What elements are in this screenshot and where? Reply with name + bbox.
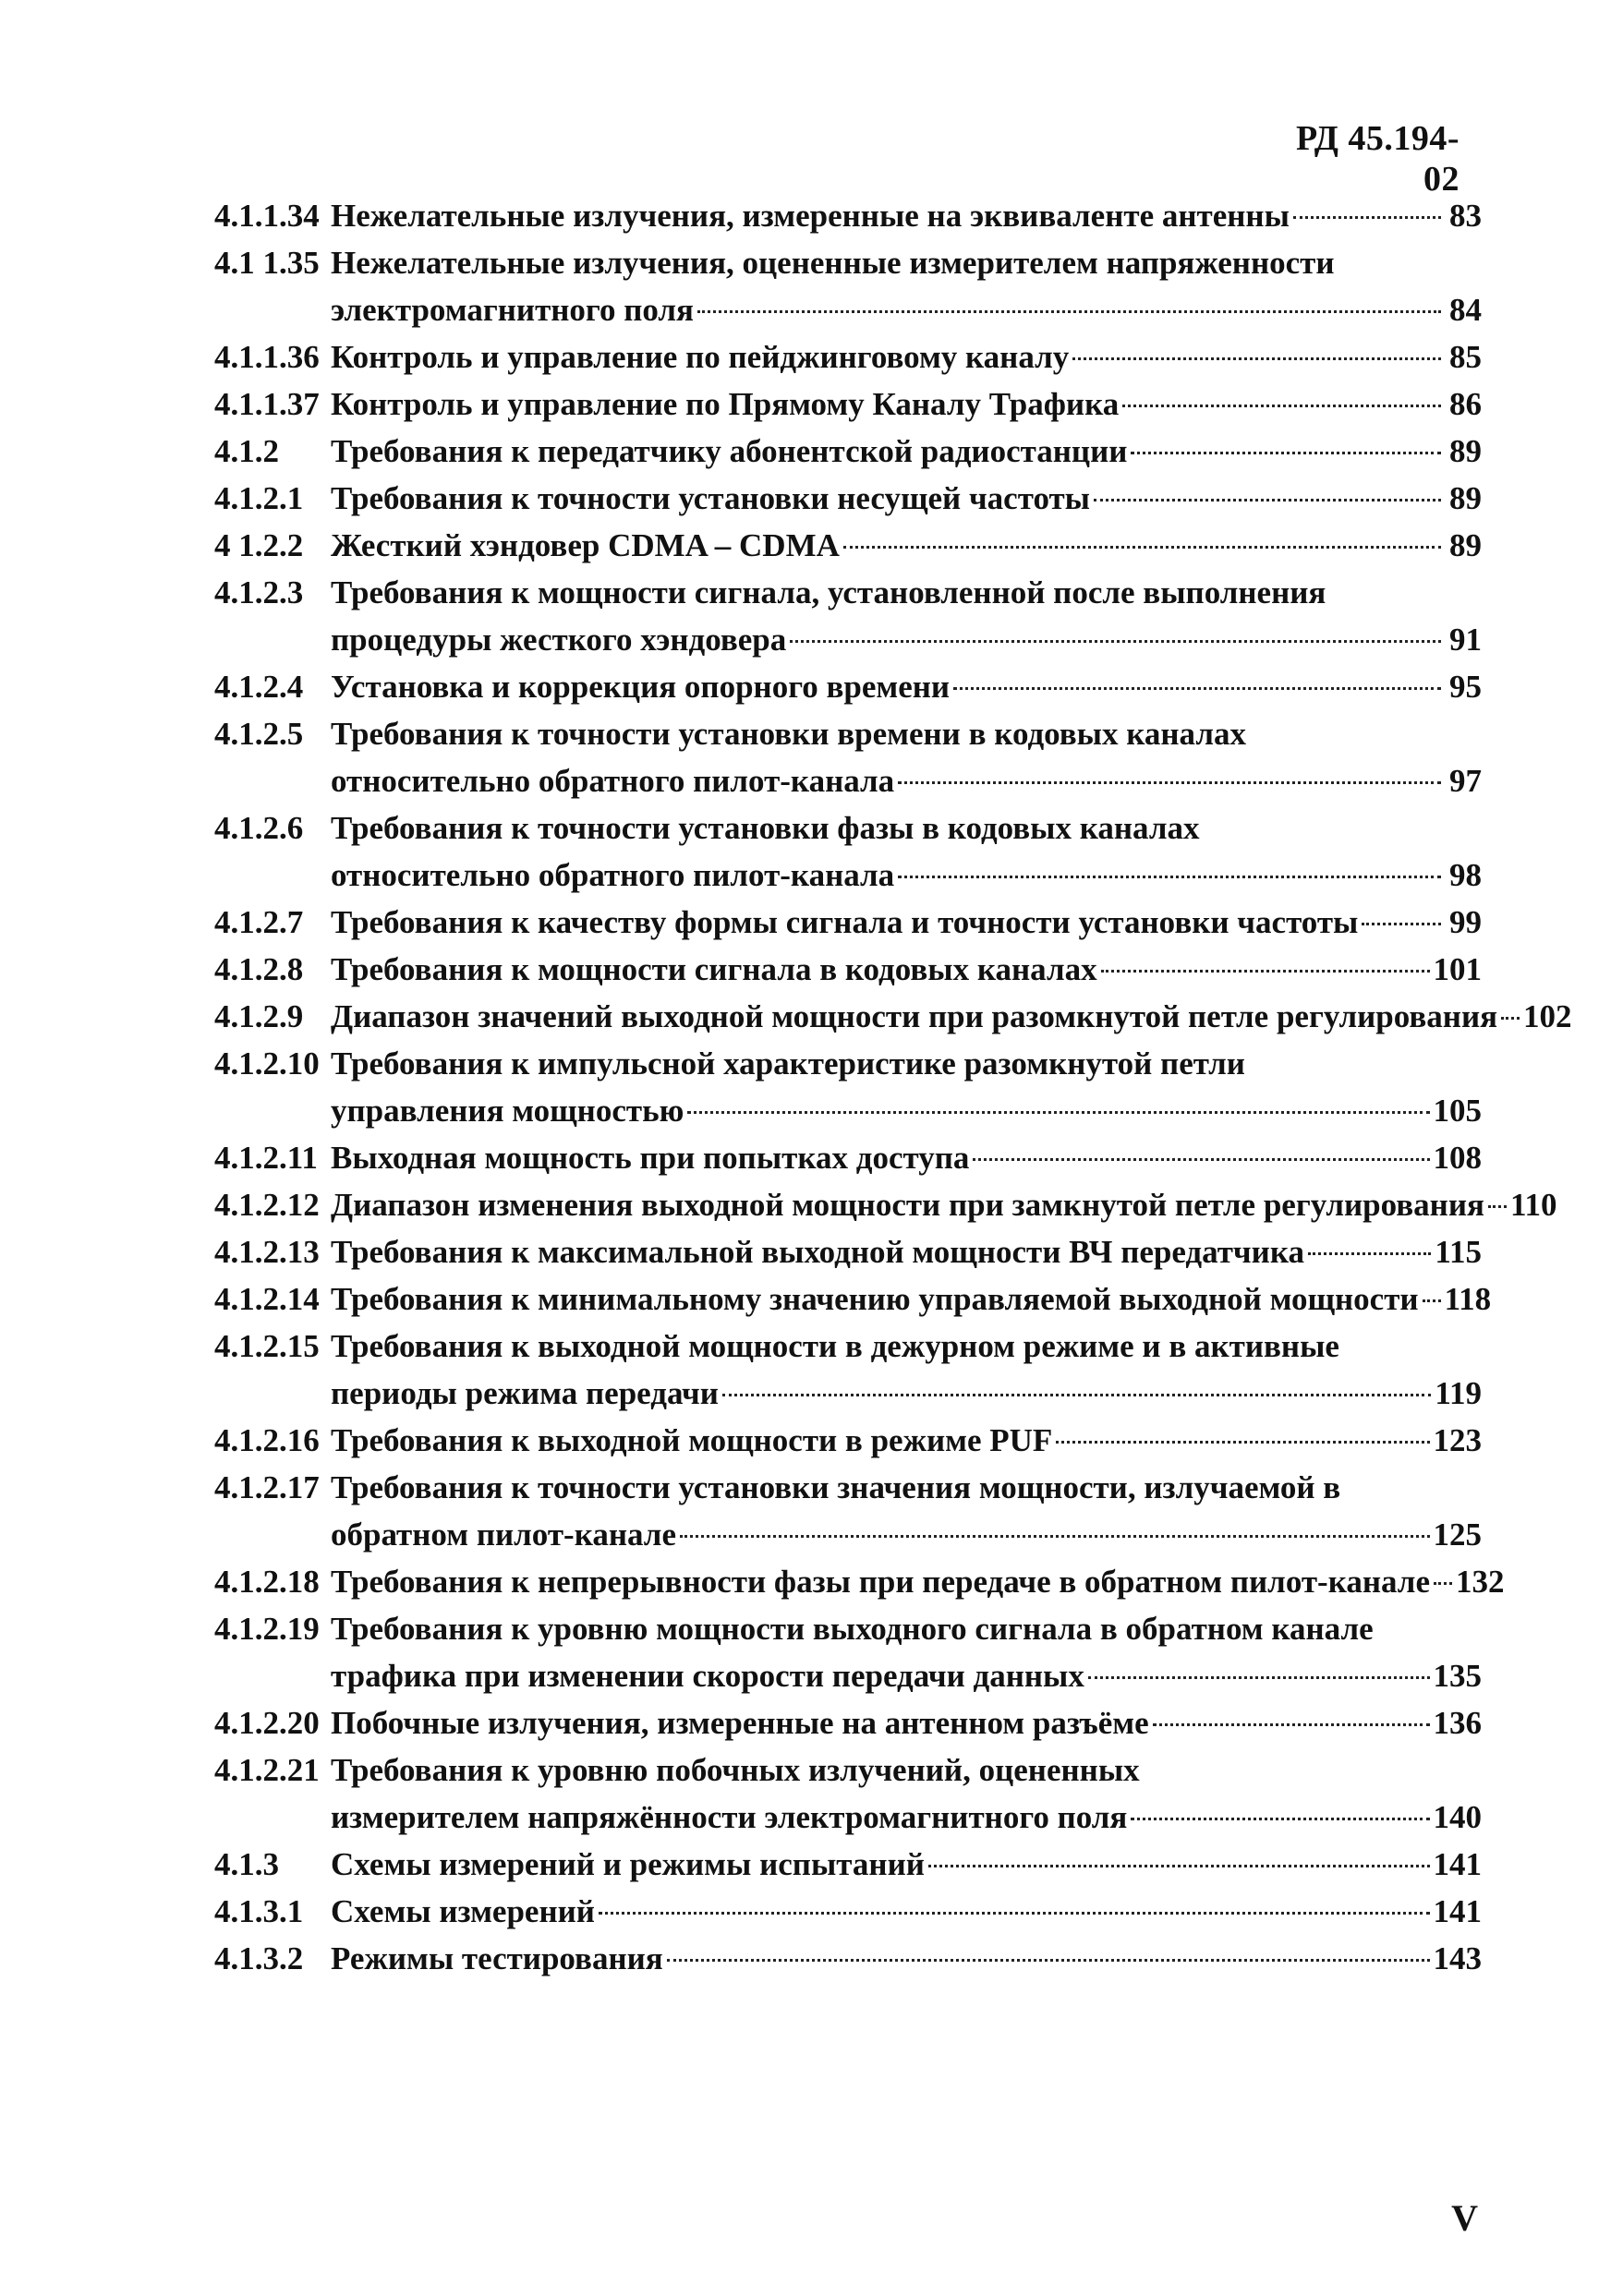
toc-entry-title: измерителем напряжённости электромагнитного поля <box>331 1799 1128 1835</box>
toc-entry-line <box>214 757 1482 804</box>
toc-entry-line <box>214 286 1482 333</box>
toc-entry-line <box>214 993 1572 1040</box>
toc-entry-title: Требования к выходной мощности в дежурном режиме и в активные <box>331 1328 1339 1364</box>
toc-entry-number: 4 1.2.2 <box>214 527 304 563</box>
toc-entry-line <box>214 1794 1482 1841</box>
toc-entry-title: трафика при изменении скорости передачи данных <box>331 1658 1084 1694</box>
toc-entry-page: 99 <box>1449 904 1482 940</box>
toc-entry-line <box>214 1040 1482 1087</box>
toc-entry-number: 4.1.2.7 <box>214 904 304 940</box>
toc-dot-leader <box>1088 1676 1430 1679</box>
toc-entry-line <box>214 1605 1482 1652</box>
toc-entry-page: 84 <box>1449 292 1482 328</box>
toc-entry-number: 4.1.2.10 <box>214 1045 320 1082</box>
toc-dot-leader <box>1131 1818 1429 1820</box>
toc-entry-number: 4.1.2.17 <box>214 1469 320 1505</box>
toc-entry-title: Жесткий хэндовер CDMA – CDMA <box>331 527 840 563</box>
toc-entry-title: Требования к уровню побочных излучений, оцененных <box>331 1752 1140 1788</box>
toc-dot-leader <box>1308 1252 1431 1255</box>
toc-dot-leader <box>687 1111 1429 1114</box>
toc-entry-number: 4.1.2.14 <box>214 1281 320 1317</box>
toc-entry-number: 4.1.2.1 <box>214 480 304 516</box>
toc-entry-page: 102 <box>1523 998 1572 1034</box>
toc-dot-leader <box>680 1535 1430 1538</box>
toc-entry-page: 101 <box>1433 951 1482 987</box>
toc-entry-page: 91 <box>1449 622 1482 658</box>
toc-dot-leader <box>843 546 1441 549</box>
toc-entry-page: 115 <box>1435 1234 1482 1270</box>
toc-entry-line <box>214 946 1482 993</box>
toc-entry-page: 89 <box>1449 527 1482 563</box>
toc-entry-page: 132 <box>1455 1564 1505 1600</box>
toc-dot-leader <box>722 1394 1431 1396</box>
toc-entry-title: управления мощностью <box>331 1093 684 1129</box>
toc-entry-line <box>214 428 1482 475</box>
toc-entry-title: Выходная мощность при попытках доступа <box>331 1140 970 1176</box>
toc-entry-number: 4.1.2.19 <box>214 1611 320 1647</box>
toc-dot-leader <box>973 1158 1429 1161</box>
toc-dot-leader <box>1293 216 1441 219</box>
toc-entry-title: Требования к точности установки фазы в кодовых каналах <box>331 810 1200 846</box>
toc-entry-line <box>214 1087 1482 1134</box>
toc-entry-number: 4.1.2.20 <box>214 1705 320 1741</box>
toc-entry-title: процедуры жесткого хэндовера <box>331 622 787 658</box>
toc-entry-line <box>214 1888 1482 1935</box>
toc-dot-leader <box>953 687 1441 690</box>
toc-entry-number: 4.1.3.1 <box>214 1893 304 1929</box>
toc-entry-title: Требования к уровню мощности выходного сигнала в обратном канале <box>331 1611 1374 1647</box>
toc-entry-page: 125 <box>1433 1517 1482 1553</box>
toc-entry-title: Побочные излучения, измеренные на антенном разъёме <box>331 1705 1149 1741</box>
toc-entry-number: 4.1.2.13 <box>214 1234 320 1270</box>
toc-entry-page: 141 <box>1433 1893 1482 1929</box>
toc-dot-leader <box>599 1912 1430 1915</box>
toc-entry-title: Требования к точности установки времени в кодовых каналах <box>331 716 1247 752</box>
toc-dot-leader <box>898 781 1441 784</box>
toc-entry-title: относительно обратного пилот-канала <box>331 763 895 799</box>
document-code: РД 45.194-02 <box>1296 119 1459 199</box>
toc-entry-page: 98 <box>1449 857 1482 893</box>
toc-entry-line <box>214 1464 1482 1511</box>
toc-entry-title: Нежелательные излучения, оцененные измерителем напряженности <box>331 245 1335 281</box>
toc-dot-leader <box>1501 1017 1520 1020</box>
toc-entry-title: Требования к качеству формы сигнала и точности установки частоты <box>331 904 1359 940</box>
toc-entry-number: 4.1.2.15 <box>214 1328 320 1364</box>
toc-entry-title: Контроль и управление по Прямому Каналу Трафика <box>331 386 1120 422</box>
toc-entry-line <box>214 616 1482 663</box>
toc-dot-leader <box>790 640 1441 643</box>
toc-entry-title: Требования к выходной мощности в режиме PUF <box>331 1422 1053 1458</box>
toc-entry-line <box>214 852 1482 899</box>
toc-entry-line <box>214 1323 1482 1370</box>
toc-entry-line <box>214 899 1482 946</box>
toc-dot-leader <box>1362 923 1441 925</box>
toc-entry-title: Диапазон значений выходной мощности при разомкнутой петле регулирования <box>331 998 1498 1034</box>
toc-entry-line <box>214 663 1482 710</box>
toc-entry-title: электромагнитного поля <box>331 292 694 328</box>
toc-entry-page: 97 <box>1449 763 1482 799</box>
toc-dot-leader <box>1094 499 1441 501</box>
toc-entry-page: 119 <box>1435 1375 1482 1411</box>
toc-entry-line <box>214 1841 1482 1888</box>
toc-entry-title: периоды режима передачи <box>331 1375 719 1411</box>
toc-entry-line <box>214 1275 1492 1323</box>
toc-dot-leader <box>1056 1441 1429 1444</box>
toc-dot-leader <box>1434 1582 1452 1585</box>
toc-entry-page: 89 <box>1449 480 1482 516</box>
table-of-contents <box>214 192 1572 1982</box>
toc-entry-page: 136 <box>1433 1705 1482 1741</box>
toc-entry-page: 95 <box>1449 669 1482 705</box>
toc-entry-page: 118 <box>1444 1281 1492 1317</box>
toc-entry-title: обратном пилот-канале <box>331 1517 676 1553</box>
toc-entry-title: относительно обратного пилот-канала <box>331 857 895 893</box>
toc-entry-line <box>214 522 1482 569</box>
toc-entry-line <box>214 1511 1482 1558</box>
toc-entry-number: 4.1.2.12 <box>214 1187 320 1223</box>
toc-entry-number: 4.1 1.35 <box>214 245 320 281</box>
toc-entry-page: 108 <box>1433 1140 1482 1176</box>
toc-entry-number: 4.1.2.16 <box>214 1422 320 1458</box>
toc-dot-leader <box>898 876 1441 878</box>
toc-entry-line <box>214 1652 1482 1699</box>
toc-entry-line <box>214 192 1482 239</box>
toc-entry-title: Требования к передатчику абонентской радиостанции <box>331 433 1128 469</box>
toc-entry-number: 4.1.2.5 <box>214 716 304 752</box>
toc-entry-line <box>214 1935 1482 1982</box>
toc-entry-title: Установка и коррекция опорного времени <box>331 669 951 705</box>
toc-entry-line <box>214 569 1482 616</box>
toc-entry-title: Требования к минимальному значению управляемой выходной мощности <box>331 1281 1419 1317</box>
toc-entry-line <box>214 1181 1557 1228</box>
toc-entry-page: 110 <box>1509 1187 1557 1223</box>
toc-entry-line <box>214 804 1482 852</box>
toc-entry-number: 4.1.2.9 <box>214 998 304 1034</box>
toc-entry-number: 4.1.3 <box>214 1846 279 1882</box>
toc-dot-leader <box>1423 1299 1441 1302</box>
toc-entry-title: Контроль и управление по пейджинговому каналу <box>331 339 1070 375</box>
toc-entry-title: Требования к точности установки значения мощности, излучаемой в <box>331 1469 1341 1505</box>
toc-dot-leader <box>1488 1205 1507 1208</box>
toc-dot-leader <box>1122 405 1441 407</box>
toc-entry-title: Требования к непрерывности фазы при передаче в обратном пилот-канале <box>331 1564 1430 1600</box>
toc-dot-leader <box>1131 452 1441 454</box>
toc-entry-page: 141 <box>1433 1846 1482 1882</box>
toc-entry-page: 143 <box>1433 1940 1482 1976</box>
toc-entry-number: 4.1.2.11 <box>214 1140 318 1176</box>
toc-entry-line <box>214 475 1482 522</box>
page-number: V <box>1451 2197 1478 2239</box>
toc-entry-page: 83 <box>1449 198 1482 234</box>
toc-dot-leader <box>1101 970 1430 973</box>
toc-entry-title: Требования к мощности сигнала, установленной после выполнения <box>331 574 1326 610</box>
toc-entry-number: 4.1.2.21 <box>214 1752 320 1788</box>
toc-entry-page: 140 <box>1433 1799 1482 1835</box>
toc-entry-line <box>214 710 1482 757</box>
toc-dot-leader <box>1072 357 1441 360</box>
toc-entry-page: 135 <box>1433 1658 1482 1694</box>
toc-entry-title: Требования к мощности сигнала в кодовых каналах <box>331 951 1097 987</box>
toc-entry-page: 123 <box>1433 1422 1482 1458</box>
toc-entry-title: Диапазон изменения выходной мощности при замкнутой петле регулирования <box>331 1187 1484 1223</box>
toc-entry-line <box>214 1417 1482 1464</box>
toc-entry-title: Требования к точности установки несущей частоты <box>331 480 1091 516</box>
toc-entry-number: 4.1.2.3 <box>214 574 304 610</box>
toc-entry-number: 4.1.2.4 <box>214 669 304 705</box>
toc-entry-number: 4.1.3.2 <box>214 1940 304 1976</box>
toc-dot-leader <box>1153 1723 1430 1726</box>
toc-entry-page: 86 <box>1449 386 1482 422</box>
toc-entry-number: 4.1.1.34 <box>214 198 320 234</box>
toc-entry-title: Схемы измерений <box>331 1893 595 1929</box>
toc-entry-line <box>214 1228 1482 1275</box>
toc-entry-line <box>214 333 1482 381</box>
toc-entry-number: 4.1.1.36 <box>214 339 320 375</box>
toc-entry-title: Требования к импульсной характеристике разомкнутой петли <box>331 1045 1245 1082</box>
toc-entry-line <box>214 239 1482 286</box>
toc-entry-number: 4.1.1.37 <box>214 386 320 422</box>
toc-entry-number: 4.1.2.18 <box>214 1564 320 1600</box>
toc-entry-title: Схемы измерений и режимы испытаний <box>331 1846 925 1882</box>
toc-entry-number: 4.1.2.6 <box>214 810 304 846</box>
toc-dot-leader <box>667 1959 1430 1962</box>
toc-dot-leader <box>697 310 1441 313</box>
toc-entry-line <box>214 1134 1482 1181</box>
toc-entry-line <box>214 1699 1482 1746</box>
toc-entry-line <box>214 1746 1482 1794</box>
toc-entry-page: 85 <box>1449 339 1482 375</box>
toc-entry-line <box>214 381 1482 428</box>
toc-entry-line <box>214 1370 1482 1417</box>
toc-entry-title: Режимы тестирования <box>331 1940 663 1976</box>
toc-entry-page: 89 <box>1449 433 1482 469</box>
toc-entry-title: Требования к максимальной выходной мощности ВЧ передатчика <box>331 1234 1304 1270</box>
toc-dot-leader <box>928 1865 1430 1867</box>
toc-entry-line <box>214 1558 1505 1605</box>
toc-entry-page: 105 <box>1433 1093 1482 1129</box>
toc-entry-number: 4.1.2.8 <box>214 951 304 987</box>
toc-entry-title: Нежелательные излучения, измеренные на эквиваленте антенны <box>331 198 1290 234</box>
toc-entry-number: 4.1.2 <box>214 433 279 469</box>
